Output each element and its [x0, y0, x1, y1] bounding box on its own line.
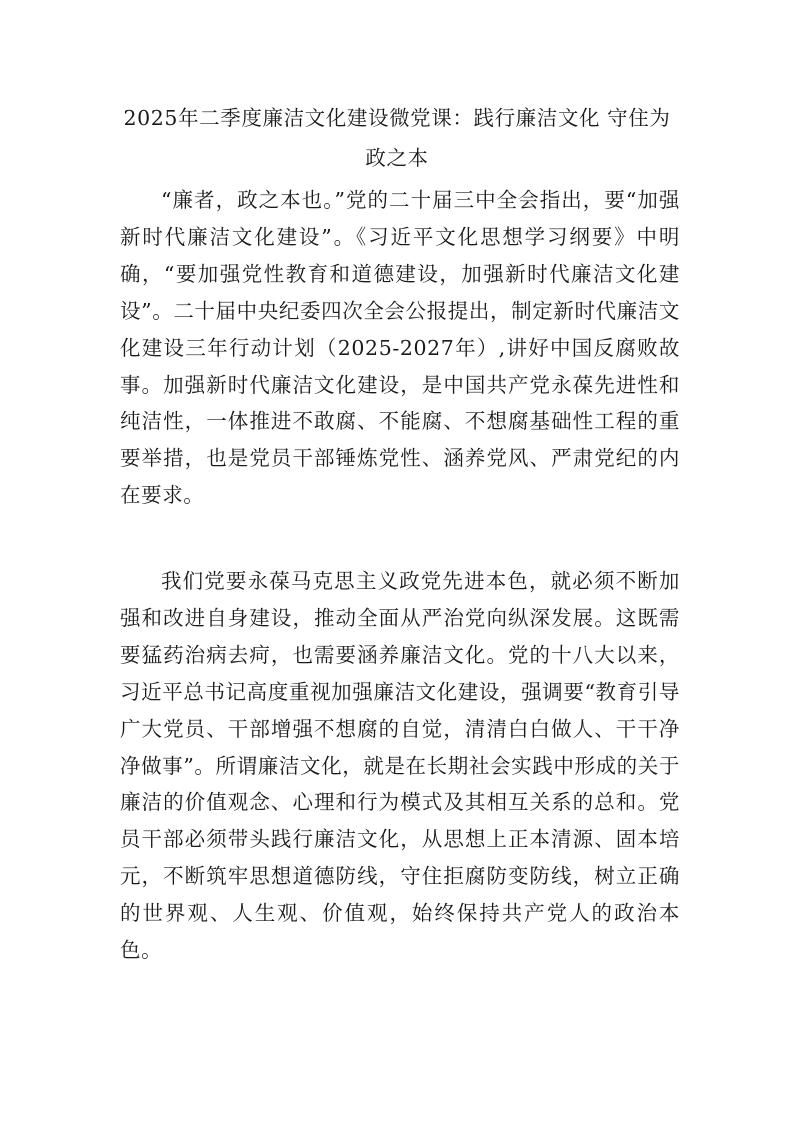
document-title: 2025年二季度廉洁文化建设微党课：践行廉洁文化 守住为政之本: [123, 106, 671, 170]
body-paragraph-1: “廉者，政之本也。”党的二十届三中全会指出，要“加强新时代廉洁文化建设”。《习近平文化思想学习纲要》中明确，“要加强党性教育和道德建设，加强新时代廉洁文化建设”。二十届中央纪委四次全会公报提出，制定新时代廉洁文化建设三年行动计划（2025-2027年）,讲好中国反腐败故事。加强新时代廉洁文化建设，是中国共产党永葆先进性和纯洁性，一体推进不敢腐、不能腐、不想腐基础性工程的重要举措，也是党员干部锤炼党性、涵养党风、严肃党纪的内在要求。: [120, 188, 680, 508]
body-paragraph-2: 我们党要永葆马克思主义政党先进本色，就必须不断加强和改进自身建设，推动全面从严治党向纵深发展。这既需要猛药治病去疴，也需要涵养廉洁文化。党的十八大以来，习近平总书记高度重视加强廉洁文化建设，强调要“教育引导广大党员、干部增强不想腐的自觉，清清白白做人、干干净净做事”。所谓廉洁文化，就是在长期社会实践中形成的关于廉洁的价值观念、心理和行为模式及其相互关系的总和。党员干部必须带头践行廉洁文化，从思想上正本清源、固本培元，不断筑牢思想道德防线，守住拒腐防变防线，树立正确的世界观、人生观、价值观，始终保持共产党人的政治本色。: [120, 569, 680, 963]
